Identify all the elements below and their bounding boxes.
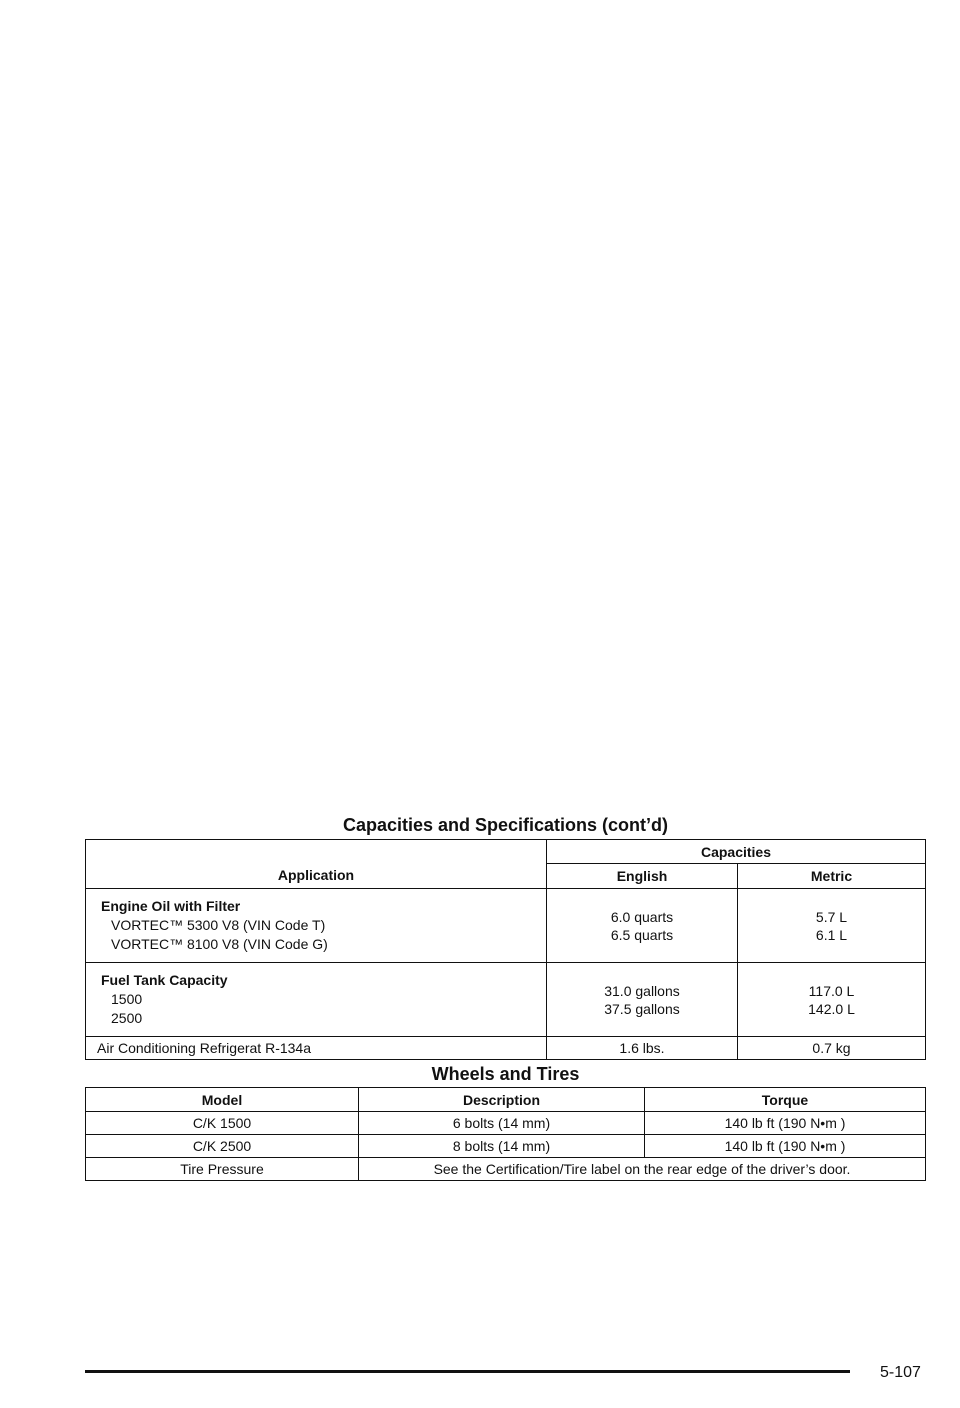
table-row [86,1135,926,1158]
table-row-tire-pressure [86,1158,926,1181]
tire-pressure-note: See the Certification/Tire label on the rear edge of the driver’s door. [359,1158,926,1181]
english-cell: 1.6 lbs. [547,1037,738,1060]
capacities-section-title: Capacities and Specifications (cont’d) [342,815,669,835]
metric-value: 117.0 L [808,982,855,999]
row-heading: Engine Oil with Filter [101,898,241,914]
row-item: VORTEC™ 8100 V8 (VIN Code G) [111,936,328,952]
capacities-table [85,839,926,1060]
english-column-header: English [547,864,738,889]
description-cell: 6 bolts (14 mm) [359,1112,645,1135]
english-value: 31.0 gallons [604,982,680,999]
metric-value: 142.0 L [808,1000,855,1017]
metric-value: 5.7 L [815,908,848,925]
application-cell [86,889,547,963]
wheels-tires-table [85,1087,926,1181]
application-cell: Air Conditioning Refrigerat R-134a [86,1037,547,1060]
torque-cell: 140 lb ft (190 N•m ) [645,1135,926,1158]
row-item: 2500 [111,1010,143,1026]
table-row-engine-oil [86,889,926,963]
metric-cell [738,889,926,963]
footer-rule [85,1370,850,1373]
english-cell [547,889,738,963]
model-cell: C/K 1500 [86,1112,359,1135]
torque-cell: 140 lb ft (190 N•m ) [645,1112,926,1135]
table-row [86,1112,926,1135]
torque-column-header: Torque [645,1088,926,1112]
application-cell [86,963,547,1037]
capacities-group-header: Capacities [547,840,926,864]
wheels-header-row [86,1088,926,1112]
description-column-header: Description [359,1088,645,1112]
table-row-fuel-tank [86,963,926,1037]
description-cell: 8 bolts (14 mm) [359,1135,645,1158]
wheels-tires-section-title: Wheels and Tires [431,1064,580,1084]
row-item: VORTEC™ 5300 V8 (VIN Code T) [111,917,326,933]
model-column-header: Model [86,1088,359,1112]
model-cell: Tire Pressure [86,1158,359,1181]
model-cell: C/K 2500 [86,1135,359,1158]
table-row-air-conditioning [86,1037,926,1060]
metric-cell: 0.7 kg [738,1037,926,1060]
english-value: 37.5 gallons [604,1000,680,1017]
application-column-header: Application [86,840,547,889]
page-number: 5-107 [880,1364,921,1381]
english-value: 6.0 quarts [610,908,674,925]
metric-column-header: Metric [738,864,926,889]
row-item: 1500 [111,991,143,1007]
metric-cell [738,963,926,1037]
capacities-header-row [86,840,926,864]
metric-value: 6.1 L [815,926,848,943]
row-heading: Fuel Tank Capacity [101,972,228,988]
english-cell [547,963,738,1037]
english-value: 6.5 quarts [610,926,674,943]
